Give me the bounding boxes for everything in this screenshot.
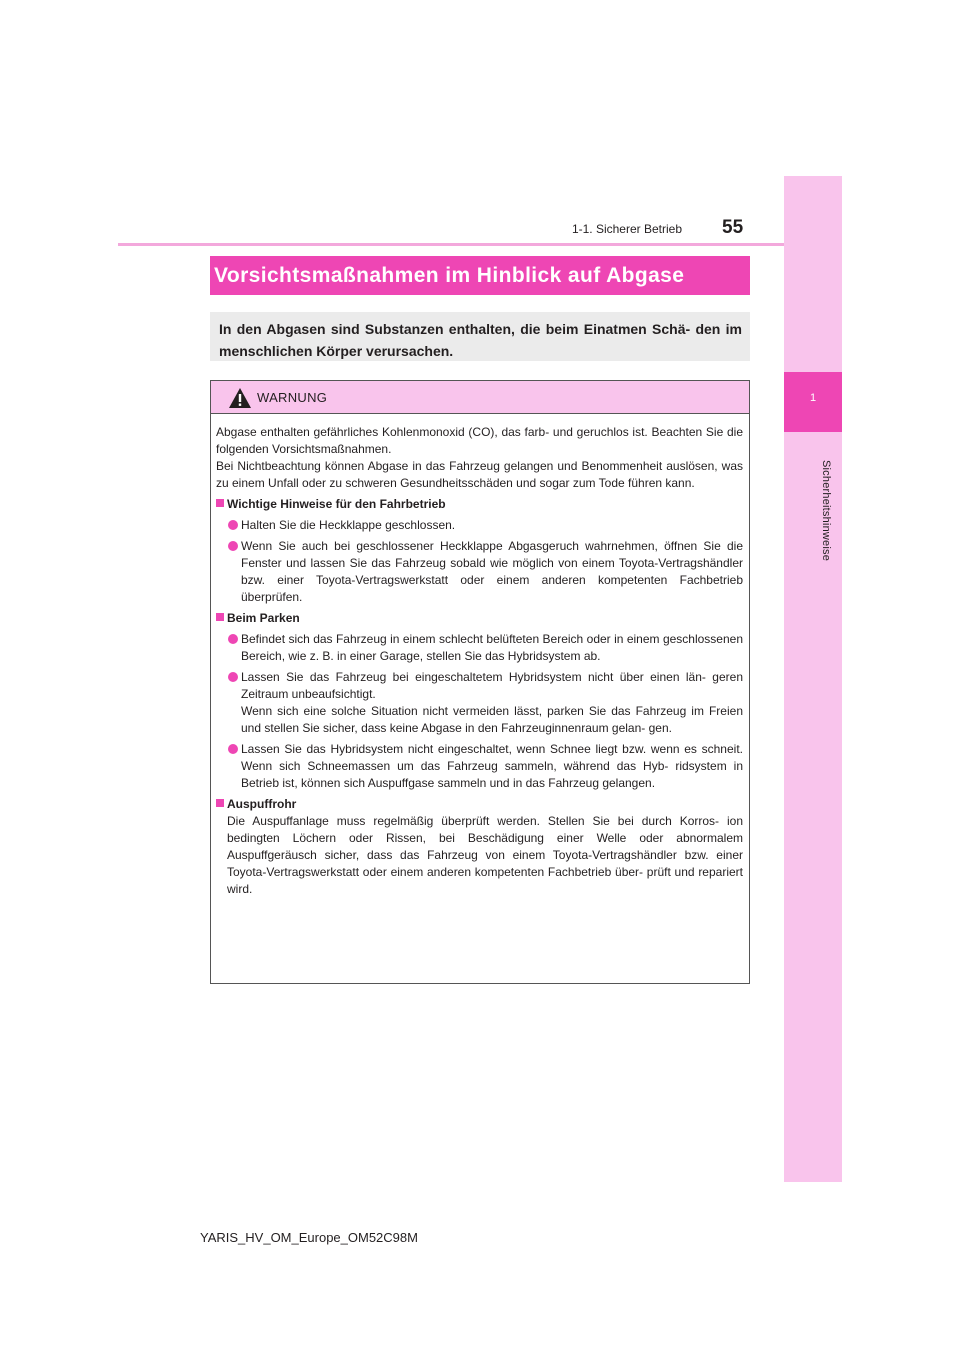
page-number: 55 <box>722 217 744 238</box>
warning-box <box>210 380 750 984</box>
intro-box <box>210 312 750 361</box>
subsection-heading: Auspuffrohr <box>216 796 743 813</box>
header-rule <box>118 243 784 246</box>
chapter-side-tab <box>784 176 842 1182</box>
document-footer: YARIS_HV_OM_Europe_OM52C98M <box>200 1230 418 1245</box>
section-header: 1-1. Sicherer Betrieb <box>571 222 682 236</box>
list-item: Befindet sich das Fahrzeug in einem schlecht belüfteten Bereich oder in einem geschlossenen Bereich, wie z. B. in einer Garage, stellen Sie das Hybridsystem ab. <box>216 631 743 665</box>
circle-bullet-icon <box>228 634 238 644</box>
square-bullet-icon <box>216 613 224 621</box>
circle-bullet-icon <box>228 520 238 530</box>
warning-paragraph: Bei Nichtbeachtung können Abgase in das Fahrzeug gelangen und Benommenheit auslösen, was zu einem Unfall oder zu schweren Gesundheitsschäden und sogar zum Tode führen kann. <box>216 459 743 490</box>
warning-body <box>211 414 749 898</box>
page-title: Vorsichtsmaßnahmen im Hinblick auf Abgase <box>214 264 685 287</box>
circle-bullet-icon <box>228 672 238 682</box>
chapter-number: 1 <box>809 392 817 404</box>
warning-triangle-icon <box>228 387 252 409</box>
list-item: Wenn Sie auch bei geschlossener Heckklappe Abgasgeruch wahrnehmen, öffnen Sie die Fenster und lassen Sie das Fahrzeug sobald wie möglich von einem Toyota-Vertragshändler bzw. einer Toyota-Vertragswerkstatt oder einem anderen kompetenten Fachbetrieb überprüfen. <box>216 538 743 606</box>
square-bullet-icon <box>216 499 224 507</box>
warning-paragraph: Abgase enthalten gefährliches Kohlenmonoxid (CO), das farb- und geruchlos ist. Beachten Sie die folgenden Vorsichtsmaßnahmen. <box>216 425 743 456</box>
square-bullet-icon <box>216 799 224 807</box>
list-item: Halten Sie die Heckklappe geschlossen. <box>216 517 743 534</box>
subsection-heading: Beim Parken <box>216 610 743 627</box>
intro-text: In den Abgasen sind Substanzen enthalten, die beim Einatmen Schä- den im menschlichen Körper verursachen. <box>219 321 742 359</box>
circle-bullet-icon <box>228 541 238 551</box>
subsection-text: Die Auspuffanlage muss regelmäßig überprüft werden. Stellen Sie bei durch Korros- ion bedingten Löchern oder Rissen, bei Beschädigung einer Welle oder abnormalem Auspuffgeräusch sicher, dass das Fahrzeug von einem Toyota-Vertragshändler bzw. einer Toyota-Vertragswerkstatt oder einem anderen kompetenten Fachbetrieb über- prüft und repariert wird. <box>227 814 743 896</box>
subsection-heading: Wichtige Hinweise für den Fahrbetrieb <box>216 496 743 513</box>
warning-label: WARNUNG <box>257 390 328 405</box>
warning-header <box>211 381 749 414</box>
list-item: Lassen Sie das Hybridsystem nicht eingeschaltet, wenn Schnee liegt bzw. wenn es schneit. Wenn sich Schneemassen um das Fahrzeug sammeln, während das Hyb- ridsystem in Betrieb ist, können sich Auspuffgase sammeln und in das Fahrzeug gelangen. <box>216 741 743 792</box>
list-item: Lassen Sie das Fahrzeug bei eingeschaltetem Hybridsystem nicht über einen län- geren Zeitraum unbeaufsichtigt. Wenn sich eine solche Situation nicht vermeiden lässt, parken Sie das Fahrzeug im Freien und stellen Sie sicher, dass keine Abgase in den Fahrzeuginnenraum gelan- gen. <box>216 669 743 737</box>
circle-bullet-icon <box>228 744 238 754</box>
chapter-name: Sicherheitshinweise <box>820 460 832 562</box>
